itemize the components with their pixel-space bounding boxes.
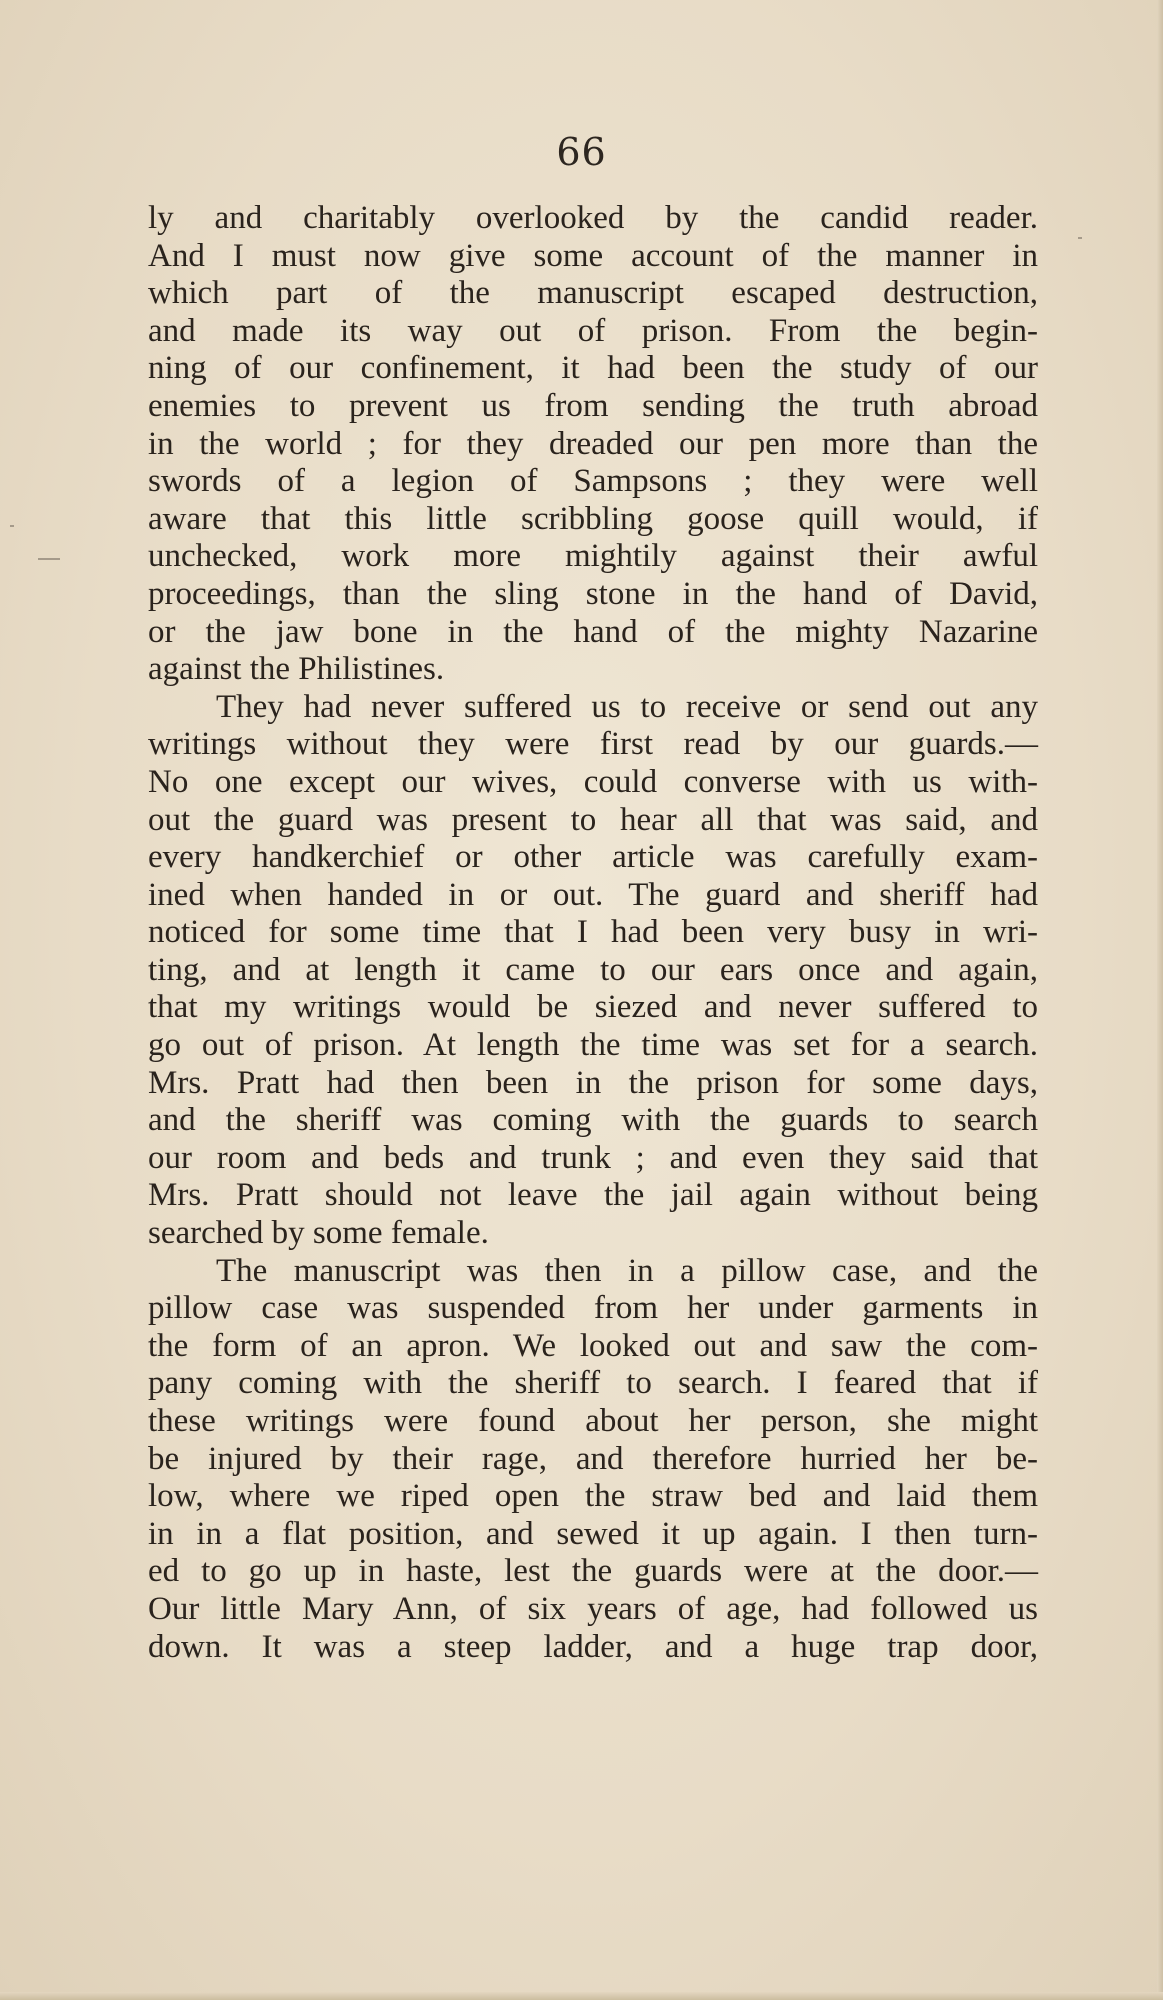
text-line: ed to go up in haste, lest the guards were at the door.—	[148, 1553, 1038, 1590]
text-line: Our little Mary Ann, of six years of age, had followed us	[148, 1590, 1038, 1627]
margin-mark	[10, 525, 14, 527]
text-line: The manuscript was then in a pillow case, and the	[216, 1252, 1038, 1289]
page-number: 66	[556, 130, 607, 174]
text-line: go out of prison. At length the time was set for a search.	[148, 1027, 1038, 1064]
text-line: ning of our confinement, it had been the study of our	[148, 350, 1038, 387]
text-line: be injured by their rage, and therefore hurried her be-	[148, 1440, 1038, 1477]
text-line: and made its way out of prison. From the begin-	[148, 312, 1038, 349]
text-line: against the Philistines.	[148, 651, 445, 688]
text-line: aware that this little scribbling goose quill would, if	[148, 500, 1038, 537]
text-line: ly and charitably overlooked by the candid reader.	[148, 200, 1038, 236]
text-line: ined when handed in or out. The guard and sheriff had	[148, 876, 1038, 913]
text-line: ting, and at length it came to our ears once and again,	[148, 951, 1038, 988]
body-text	[148, 200, 1038, 1666]
text-line: swords of a legion of Sampsons ; they were well	[148, 463, 1038, 500]
text-line: down. It was a steep ladder, and a huge trap door,	[148, 1628, 1038, 1665]
text-line: which part of the manuscript escaped destruction,	[148, 275, 1038, 312]
text-line: And I must now give some account of the manner in	[148, 237, 1038, 274]
text-line: the form of an apron. We looked out and saw the com-	[148, 1327, 1038, 1364]
margin-mark	[38, 558, 60, 560]
text-line: writings without they were first read by our guards.—	[148, 726, 1038, 763]
text-line: every handkerchief or other article was carefully exam-	[148, 839, 1038, 876]
margin-mark	[1078, 237, 1082, 239]
text-line: low, where we riped open the straw bed and laid them	[148, 1478, 1038, 1515]
text-line: They had never suffered us to receive or send out any	[216, 688, 1038, 725]
text-line: unchecked, work more mightily against their awful	[148, 538, 1038, 575]
text-line: in in a flat position, and sewed it up again. I then turn-	[148, 1515, 1038, 1552]
text-line: or the jaw bone in the hand of the mighty Nazarine	[148, 613, 1038, 650]
text-line: that my writings would be siezed and never suffered to	[148, 989, 1038, 1026]
text-line: enemies to prevent us from sending the truth abroad	[148, 387, 1038, 424]
text-line: proceedings, than the sling stone in the hand of David,	[148, 575, 1038, 612]
text-line: pany coming with the sheriff to search. I feared that if	[148, 1365, 1038, 1402]
text-line: noticed for some time that I had been very busy in wri-	[148, 914, 1038, 951]
text-line: searched by some female.	[148, 1215, 489, 1252]
text-line: in the world ; for they dreaded our pen more than the	[148, 425, 1038, 462]
text-line: these writings were found about her person, she might	[148, 1403, 1038, 1439]
text-line: pillow case was suspended from her under garments in	[148, 1290, 1038, 1327]
text-line: Mrs. Pratt had then been in the prison for some days,	[148, 1064, 1038, 1101]
text-line: and the sheriff was coming with the guards to search	[148, 1102, 1038, 1139]
page-edge-bottom	[0, 1992, 1163, 2000]
text-line: Mrs. Pratt should not leave the jail again without being	[148, 1177, 1038, 1214]
text-line: No one except our wives, could converse with us with-	[148, 763, 1038, 800]
text-line: out the guard was present to hear all that was said, and	[148, 801, 1038, 838]
text-line: our room and beds and trunk ; and even they said that	[148, 1139, 1038, 1176]
page-edge-right	[1157, 0, 1163, 2000]
